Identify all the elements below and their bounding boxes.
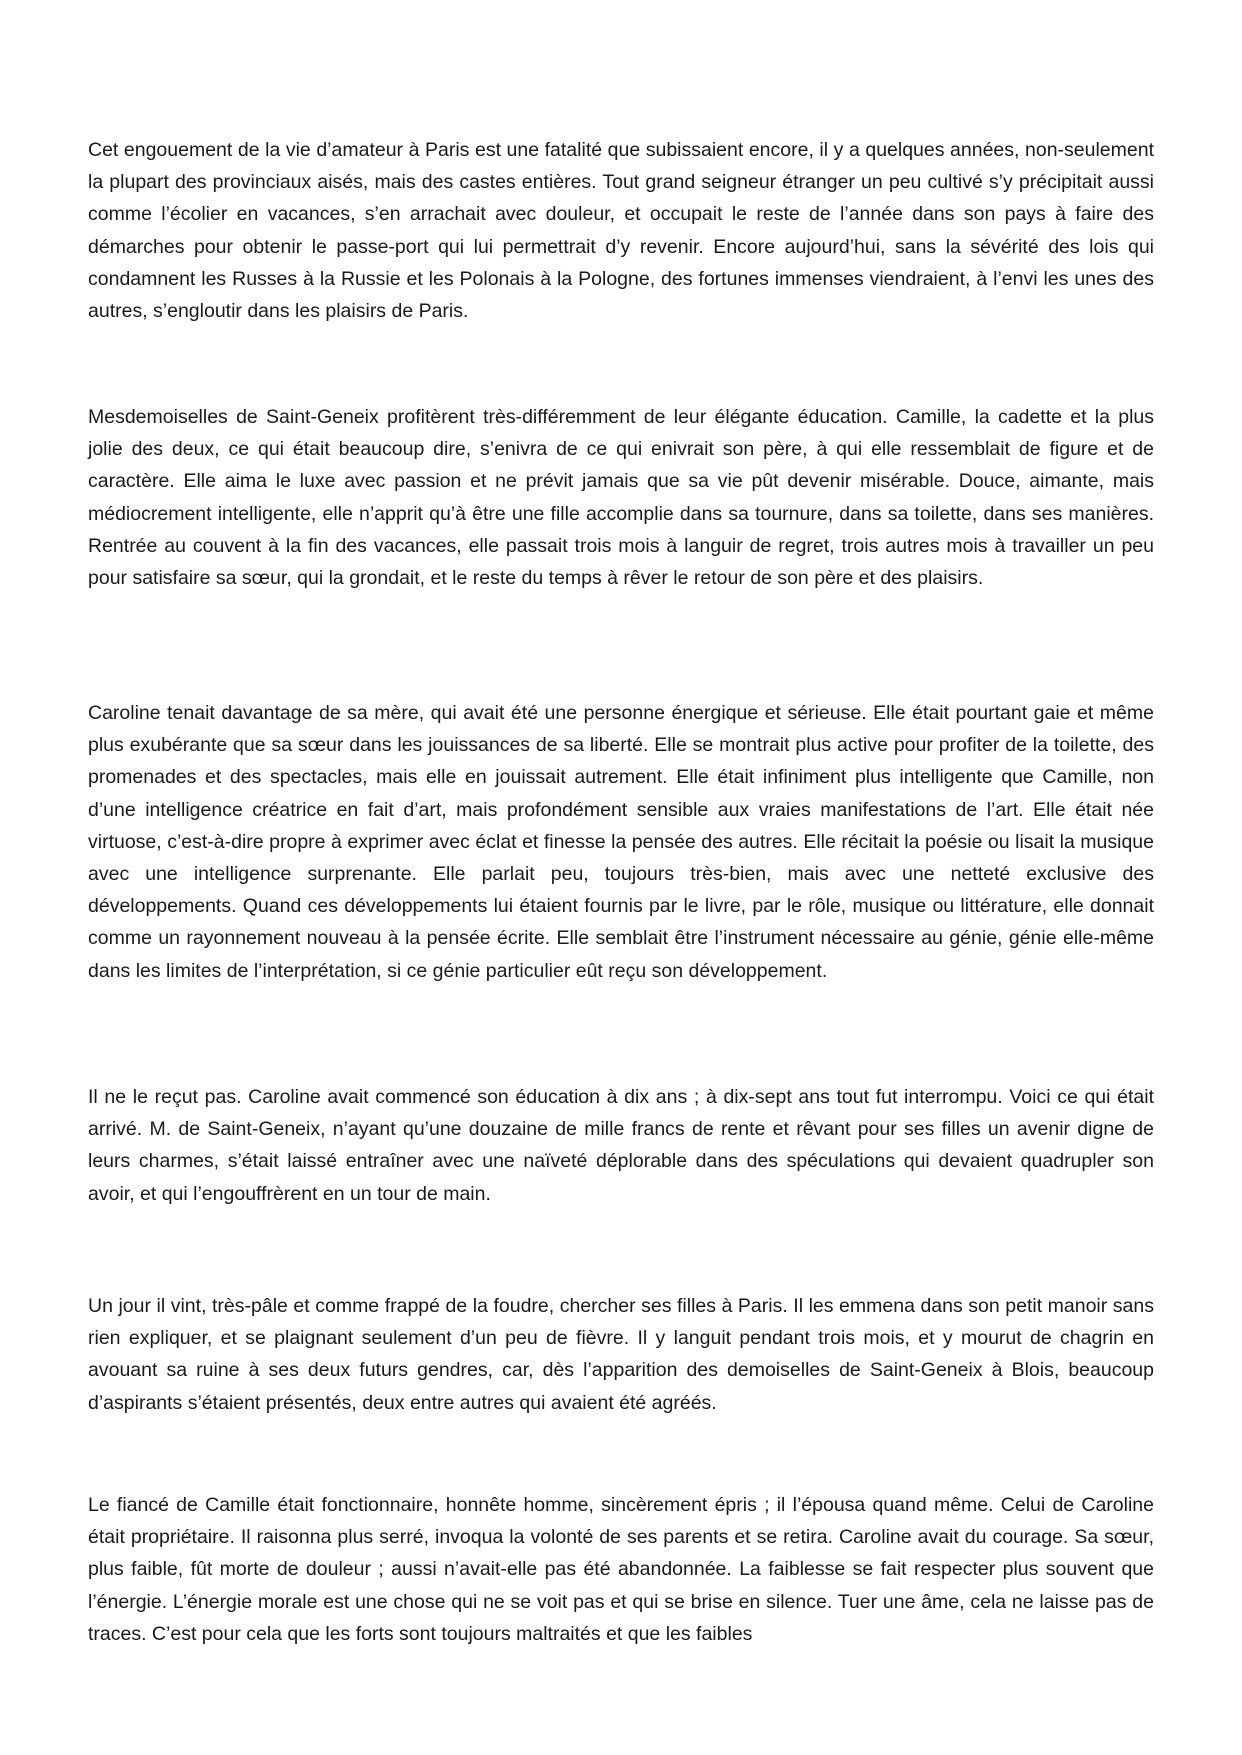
paragraph-amateur-paris: Cet engouement de la vie d’amateur à Paris est une fatalité que subissaient encore, il y a quelques années, non-seulement la plupart des provinciaux aisés, mais des castes entières. Tout grand seigneur étranger un peu cultivé s’y précipitait aussi comme l’écolier en vacances, s’en arrachait avec douleur, et occupait le reste de l’année dans son pays à faire des démarches pour obtenir le passe-port qui lui permettrait d’y revenir. Encore aujourd’hui, sans la sévérité des lois qui condamnent les Russes à la Russie et les Polonais à la Pologne, des fortunes immenses viendraient, à l’envi les unes des autres, s’engloutir dans les plaisirs de Paris. — [88, 139, 1154, 323]
paragraph-father-death: Un jour il vint, très-pâle et comme frappé de la foudre, chercher ses filles à Paris. Il les emmena dans son petit manoir sans rien expliquer, et se plaignant seulement d’un peu de fièvre. Il y languit pendant trois mois, et y mourut de chagrin en avouant sa ruine à ses deux futurs gendres, car, dès l’apparition des demoiselles de Saint-Geneix à Blois, beaucoup d’aspirants s’étaient présentés, deux entre autres qui avaient été agréés. — [88, 1295, 1154, 1414]
paragraph-caroline: Caroline tenait davantage de sa mère, qui avait été une personne énergique et sérieuse. Elle était pourtant gaie et même plus exubérante que sa sœur dans les jouissances de sa liberté. Elle se montrait plus active pour profiter de la toilette, des promenades et des spectacles, mais elle en jouissait autrement. Elle était infiniment plus intelligente que Camille, non d’une intelligence créatrice en fait d’art, mais profondément sensible aux vraies manifestations de l’art. Elle était née virtuose, c’est-à-dire propre à exprimer avec éclat et finesse la pensée des autres. Elle récitait la poésie ou lisait la musique avec une intelligence surprenante. Elle parlait peu, toujours très-bien, mais avec une netteté exclusive des développements. Quand ces développements lui étaient fournis par le livre, par le rôle, musique ou littérature, elle donnait comme un rayonnement nouveau à la pensée écrite. Elle semblait être l’instrument nécessaire au génie, génie elle-même dans les limites de l’interprétation, si ce génie particulier eût reçu son développement. — [88, 702, 1154, 982]
paragraph-ruin: Il ne le reçut pas. Caroline avait commencé son éducation à dix ans ; à dix-sept ans tout fut interrompu. Voici ce qui était arrivé. M. de Saint-Geneix, n’ayant qu’une douzaine de mille francs de rente et rêvant pour ses filles un avenir digne de leurs charmes, s’était laissé entraîner avec une naïveté déplorable dans des spéculations qui devaient quadrupler son avoir, et qui l’engouffrèrent en un tour de main. — [88, 1086, 1154, 1205]
paragraph-camille: Mesdemoiselles de Saint-Geneix profitèrent très-différemment de leur élégante éducation. Camille, la cadette et la plus jolie des deux, ce qui était beaucoup dire, s’enivra de ce qui enivrait son père, à qui elle ressemblait de figure et de caractère. Elle aima le luxe avec passion et ne prévit jamais que sa vie pût devenir misérable. Douce, aimante, mais médiocrement intelligente, elle n’apprit qu’à être une fille accomplie dans sa tournure, dans sa toilette, dans ses manières. Rentrée au couvent à la fin des vacances, elle passait trois mois à languir de regret, trois autres mois à travailler un peu pour satisfaire sa sœur, qui la grondait, et le reste du temps à rêver le retour de son père et des plaisirs. — [88, 406, 1154, 590]
paragraph-fiances: Le fiancé de Camille était fonctionnaire, honnête homme, sincèrement épris ; il l’épousa quand même. Celui de Caroline était propriétaire. Il raisonna plus serré, invoqua la volonté de ses parents et se retira. Caroline avait du courage. Sa sœur, plus faible, fût morte de douleur ; aussi n’avait-elle pas été abandonnée. La faiblesse se fait respecter plus souvent que l’énergie. L’énergie morale est une chose qui ne se voit pas et qui se brise en silence. Tuer une âme, cela ne laisse pas de traces. C’est pour cela que les forts sont toujours maltraités et que les faibles — [88, 1494, 1154, 1645]
